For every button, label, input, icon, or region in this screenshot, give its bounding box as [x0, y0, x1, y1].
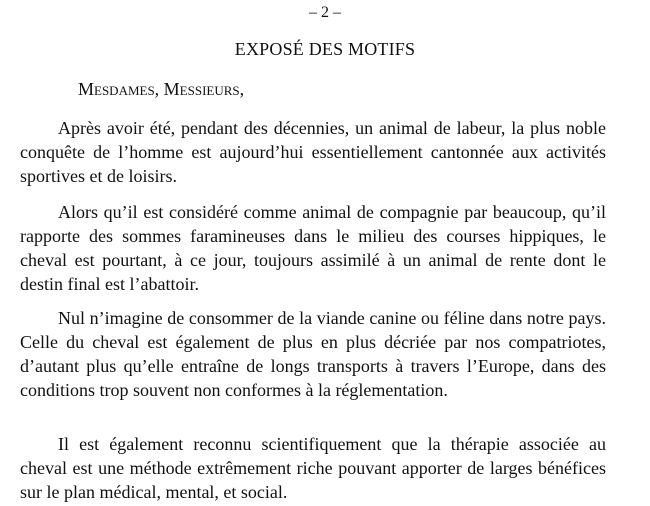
paragraph-2: Alors qu’il est considéré comme animal de compagnie par beaucoup, qu’il rapporte des sommes faramineuses dans le milieu des courses hippiques, le cheval est pourtant, à ce jour, toujours assimilé à un animal de rente dont le destin final est l’abattoir. [20, 202, 606, 294]
section-heading: EXPOSÉ DES MOTIFS [234, 39, 416, 59]
salutation: Mesdames, Messieurs, [78, 79, 245, 99]
paragraph-4: Il est également reconnu scientifiquement que la thérapie associée au cheval est une méthode extrêmement riche pouvant apporter de larges bénéfices sur le plan médical, mental, et social. [20, 434, 606, 502]
paragraph-3: Nul n’imagine de consommer de la viande canine ou féline dans notre pays. Celle du cheval est également de plus en plus décriée par nos compatriotes, d’autant plus qu’elle entraîne de longs transports à travers l’Europe, dans des conditions trop souvent non conformes à la réglementation. [20, 308, 606, 400]
page-number: – 2 – [309, 4, 341, 21]
paragraph-1: Après avoir été, pendant des décennies, un animal de labeur, la plus noble conquête de l’homme est aujourd’hui essentiellement cantonnée aux activités sportives et de loisirs. [20, 118, 606, 186]
